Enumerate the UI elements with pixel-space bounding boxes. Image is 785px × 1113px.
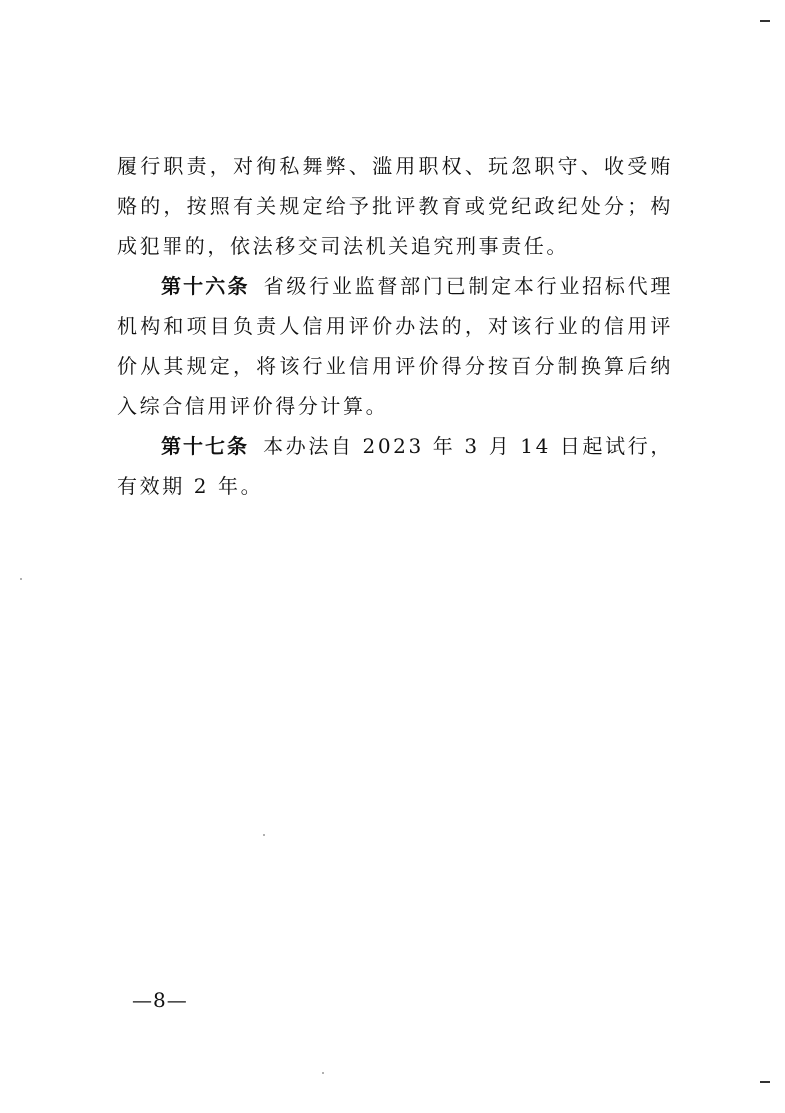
article-16 <box>117 266 673 426</box>
scan-mark-top <box>760 20 770 22</box>
article-16-text: 省级行业监督部门已制定本行业招标代理机构和项目负责人信用评价办法的，对该行业的信用评价从其规定，将该行业信用评价得分按百分制换算后纳入综合信用评价得分计算。 <box>117 274 673 418</box>
article-17 <box>117 426 673 506</box>
scan-speck <box>322 1072 324 1074</box>
page-number: —8— <box>132 988 188 1012</box>
scan-mark-bottom <box>760 1081 770 1083</box>
scan-speck <box>20 578 22 580</box>
paragraph-continuation: 履行职责，对徇私舞弊、滥用职权、玩忽职守、收受贿赂的，按照有关规定给予批评教育或党纪政纪处分；构成犯罪的，依法移交司法机关追究刑事责任。 <box>117 154 673 258</box>
article-16-label: 第十六条 <box>161 274 250 298</box>
scan-speck <box>263 834 265 836</box>
article-17-text: 本办法自 2023 年 3 月 14 日起试行，有效期 2 年。 <box>117 434 673 498</box>
article-17-label: 第十七条 <box>161 434 250 458</box>
